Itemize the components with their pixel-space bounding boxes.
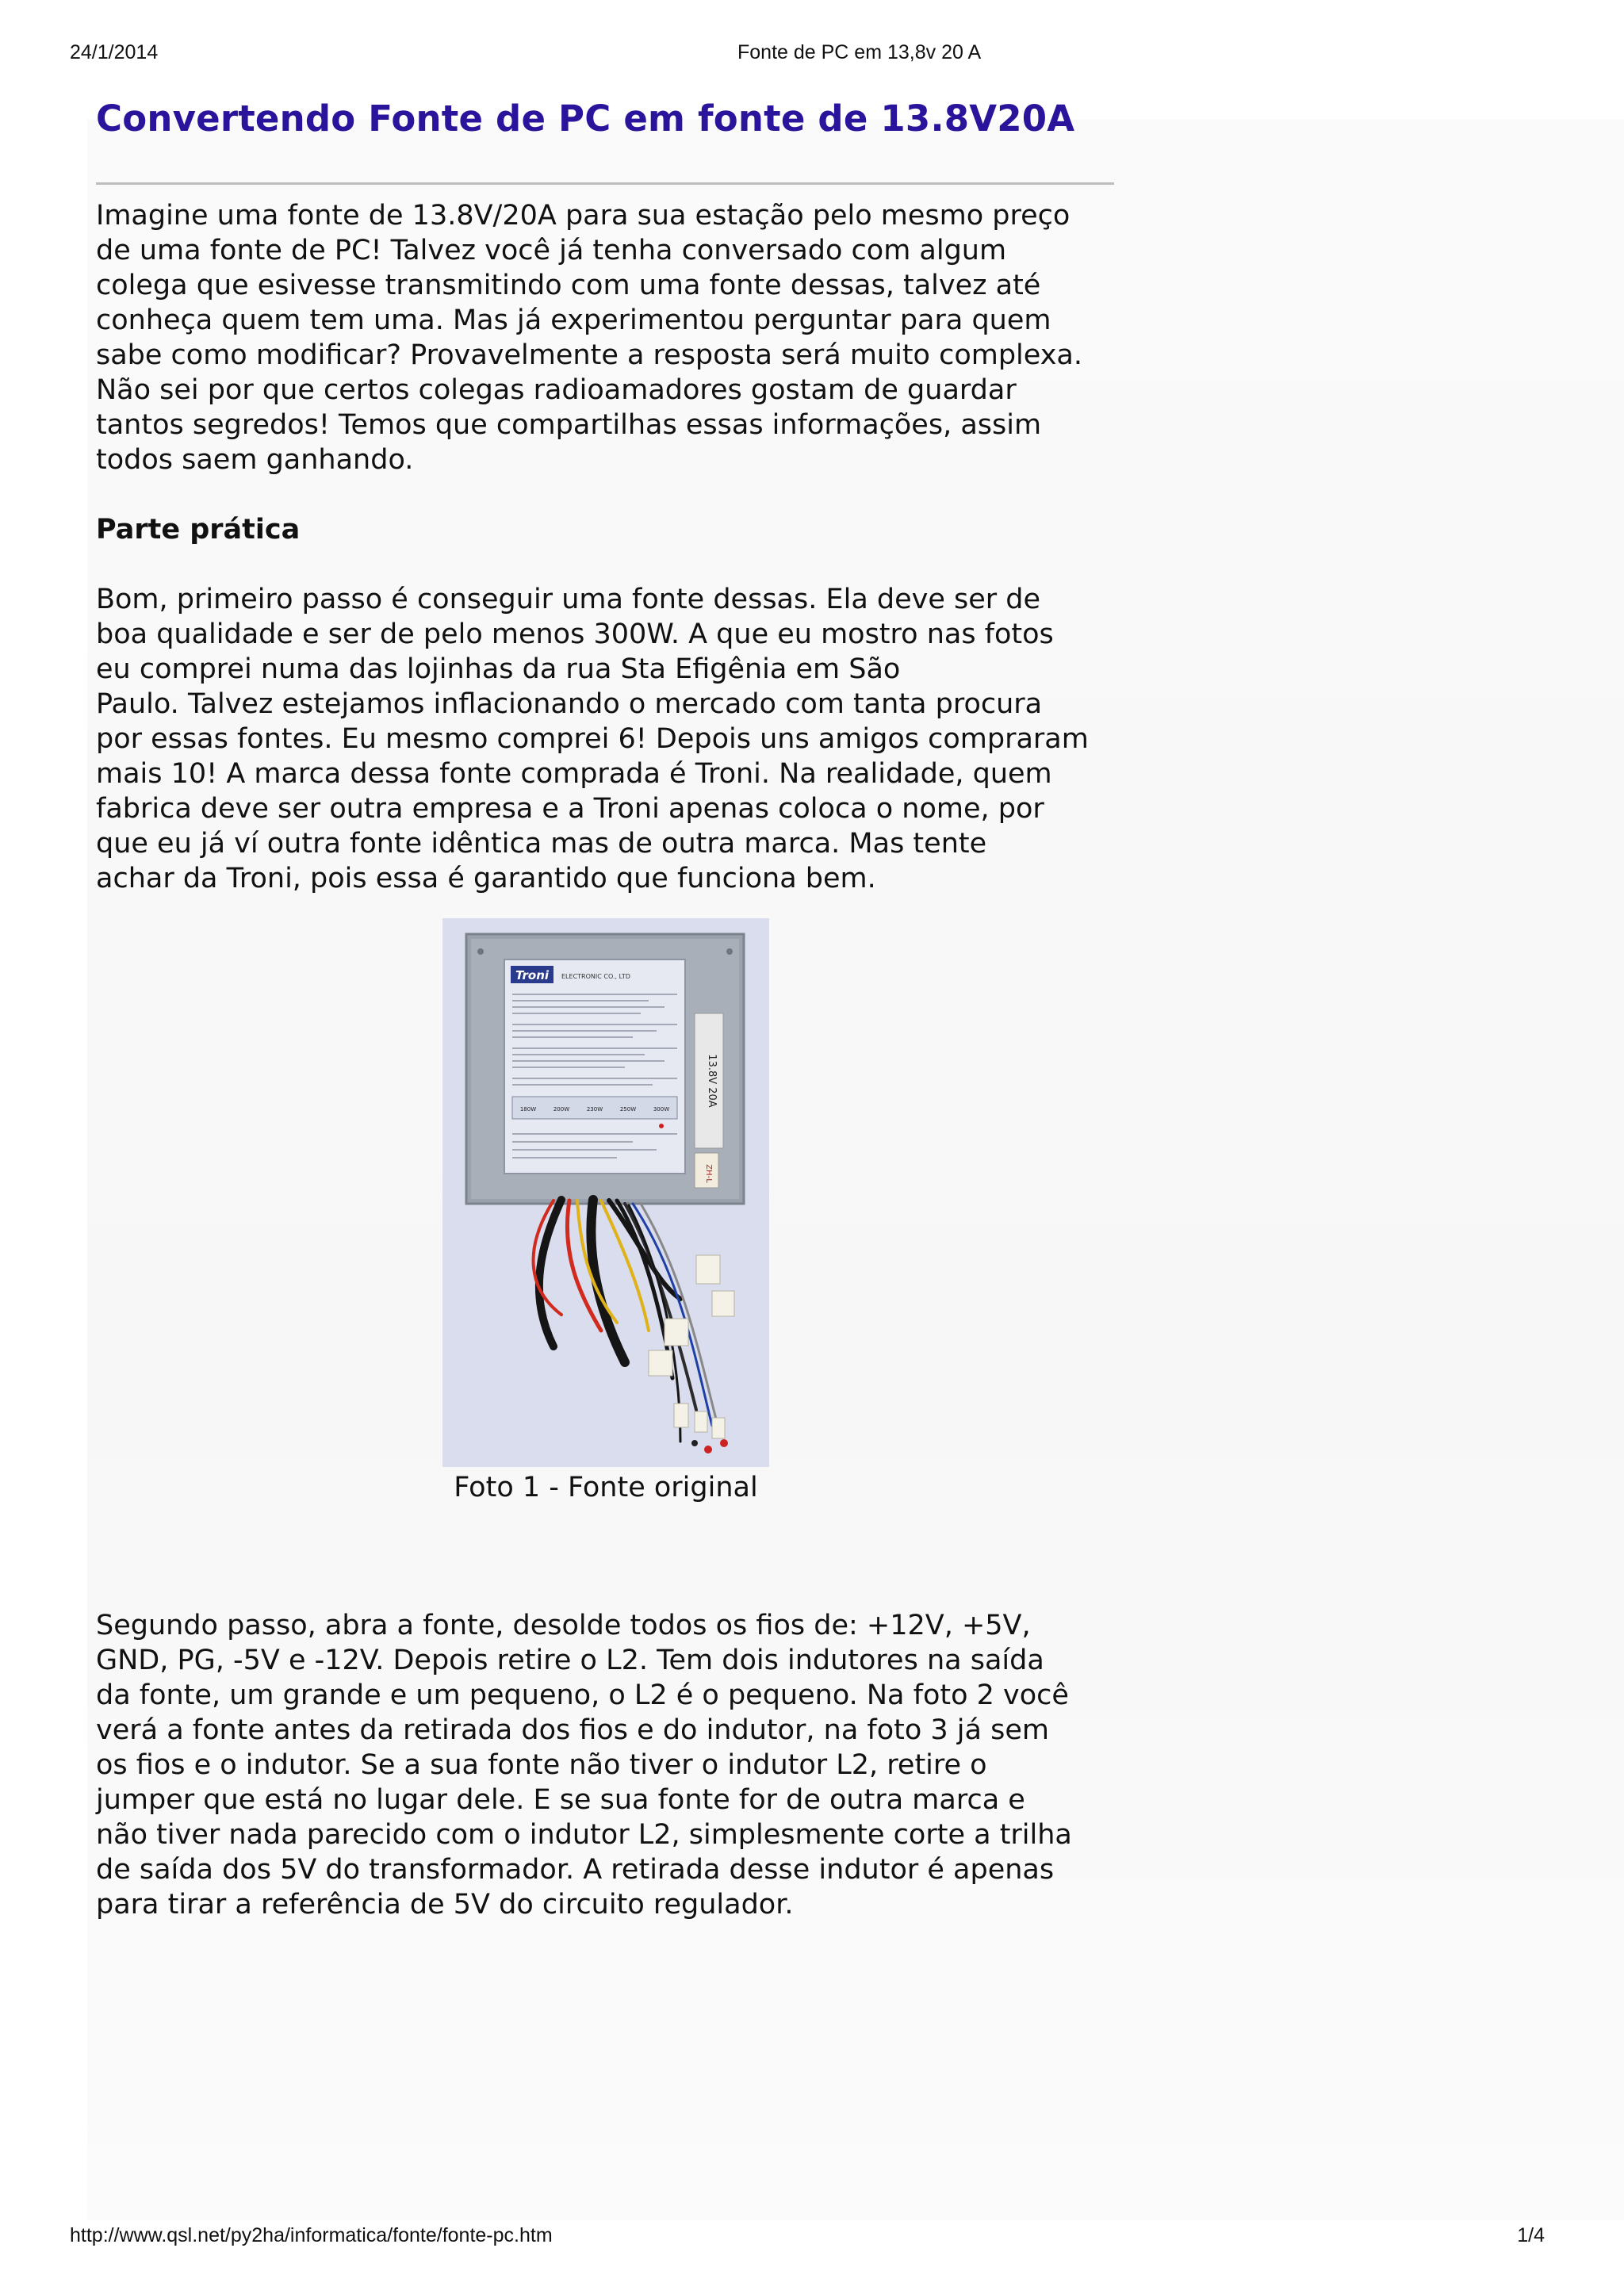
step1-paragraph: Bom, primeiro passo é conseguir uma fonte dessas. Ela deve ser de boa qualidade e ser de pelo menos 300W. A que eu mostro nas fotos eu comprei numa das lojinhas da rua Sta Efigênia em São Paulo. Talvez estejamos inflacionando o mercado com tanta procura por essas fontes. Eu mesmo comprei 6! Depois uns amigos compraram mais 10! A marca dessa fonte comprada é Troni. Na realidade, quem fabrica deve ser outra empresa e a Troni apenas coloca o nome, por que eu já ví outra fonte idêntica mas de outra marca. Mas tente achar da Troni, pois essa é garantido que funciona bem. [96, 584, 1089, 894]
step2-paragraph: Segundo passo, abra a fonte, desolde todos os fios de: +12V, +5V, GND, PG, -5V e -12V. Depois retire o L2. Tem dois indutores na saída da fonte, um grande e um pequeno, o L2 é o pequeno. Na foto 2 você verá a fonte antes da retirada dos fios e do indutor, na foto 3 já sem os fios e o indutor. Se a sua fonte não tiver o indutor L2, retire o jumper que está no lugar dele. E se sua fonte for de outra marca e não tiver nada parecido com o indutor L2, simplesmente corte a trilha de saída dos 5V do transformador. A retirada desse indutor é apenas para tirar a referência de 5V do circuito regulador. [96, 1610, 1072, 1921]
label-company: ELECTRONIC CO., LTD [561, 973, 630, 980]
title-divider [96, 182, 1114, 185]
rating-200w: 200W [553, 1106, 570, 1113]
print-date: 24/1/2014 [70, 41, 159, 63]
print-header [70, 41, 1554, 73]
label-logo: Troni [515, 968, 550, 982]
intro-paragraph: Imagine uma fonte de 13.8V/20A para sua estação pelo mesmo preço de uma fonte de PC! Talvez você já tenha conversado com algum colega que esivesse transmitindo com uma fonte dessas, talvez até conheça quem tem uma. Mas já experimentou perguntar para quem sabe como modificar? Provavelmente a resposta será muito complexa. Não sei por que certos colegas radioamadores gostam de guardar tantos segredos! Temos que compartilhas essas informações, assim todos saem ganhando. [96, 200, 1082, 476]
rating-250w: 250W [619, 1106, 637, 1113]
print-page-number: 1/4 [1517, 2224, 1545, 2246]
page-title: Convertendo Fonte de PC em fonte de 13.8V20A [96, 98, 1075, 140]
section-heading: Parte prática [96, 514, 301, 546]
rating-300w: 300W [653, 1106, 670, 1113]
rating-230w: 230W [586, 1106, 603, 1113]
photo-caption: Foto 1 - Fonte original [454, 1472, 758, 1503]
power-supply-photo [442, 918, 769, 1467]
figure-1 [442, 918, 769, 1505]
print-url: http://www.qsl.net/py2ha/informatica/fonte/fonte-pc.htm [70, 2224, 553, 2246]
side-sticker-text: 13.8V 20A [706, 1054, 718, 1108]
tag-text: ZH-L [704, 1164, 713, 1183]
print-doc-title: Fonte de PC em 13,8v 20 A [737, 41, 982, 63]
print-footer [70, 2224, 1554, 2256]
rating-180w: 180W [519, 1106, 537, 1113]
